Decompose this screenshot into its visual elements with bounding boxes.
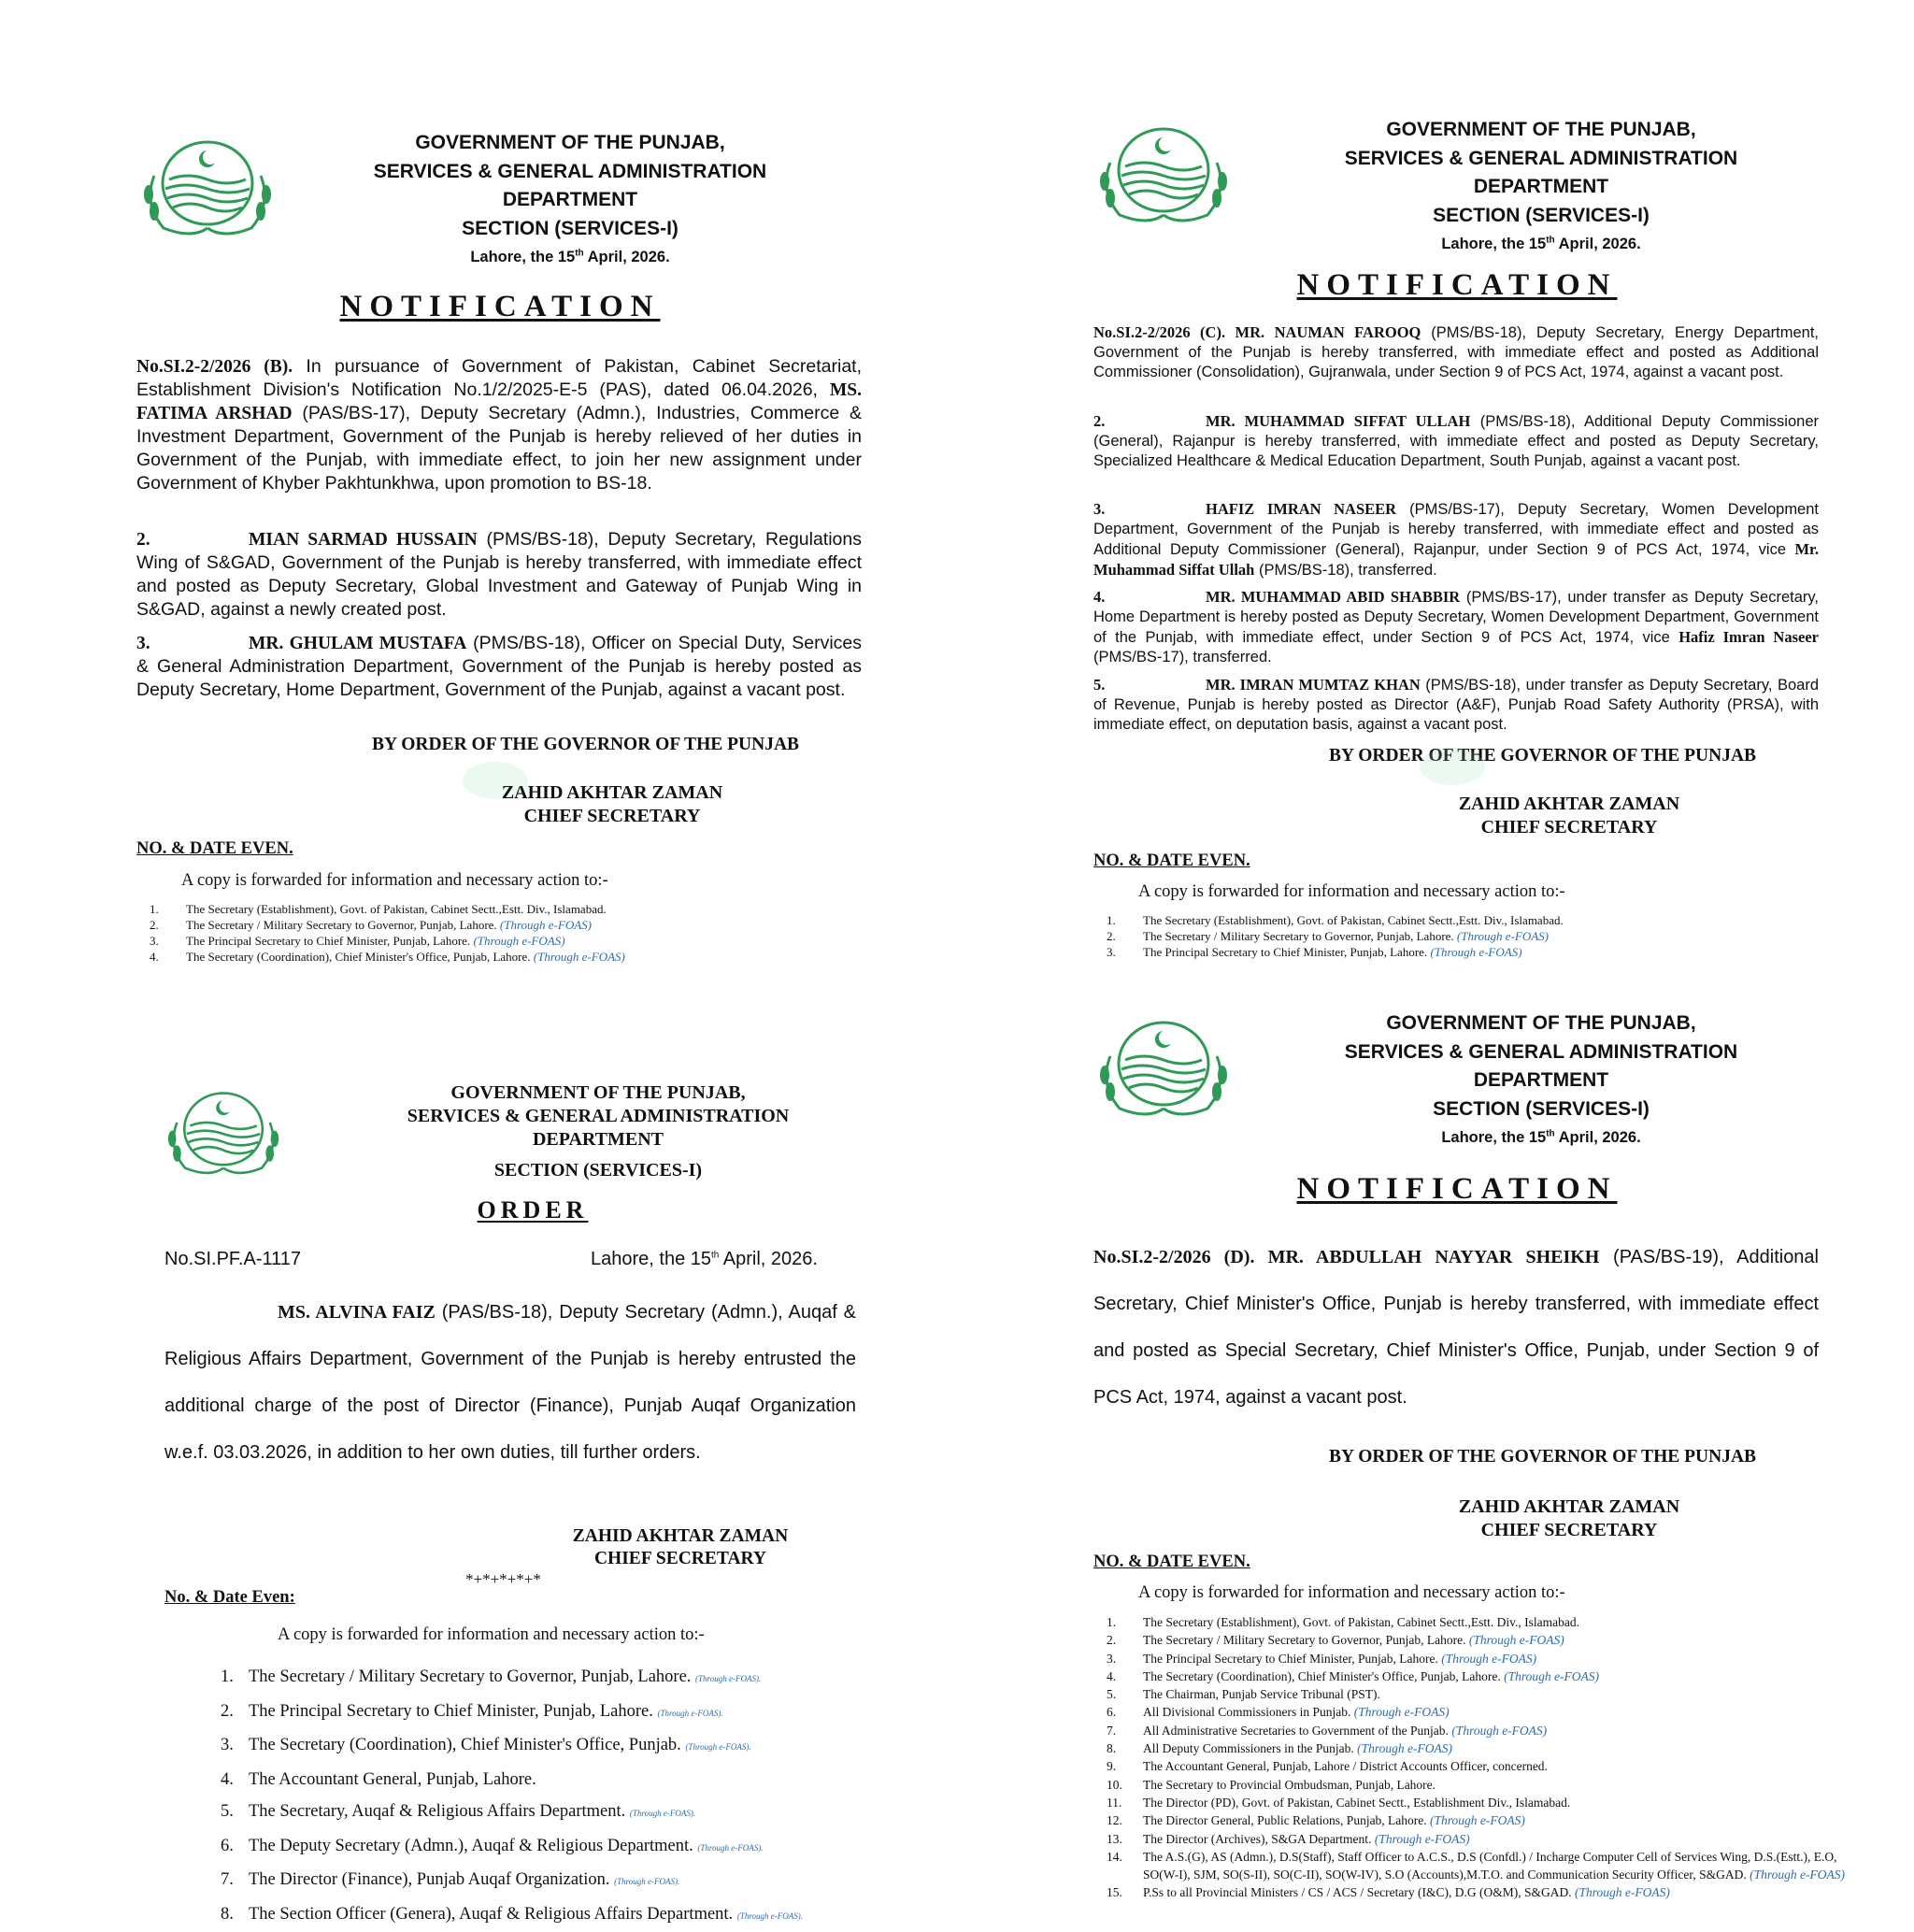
copy-recipient [164, 1696, 856, 1730]
header-line: DEPARTMENT [308, 186, 832, 215]
copy-recipient [1093, 1650, 1869, 1667]
recipient-text: The Secretary / Military Secretary to Governor, Punjab, Lahore. [1143, 1633, 1469, 1647]
order-ref: No.SI.PF.A-1117 [164, 1249, 301, 1270]
header-line: SERVICES & GENERAL ADMINISTRATION [1279, 145, 1803, 174]
issue-date: Lahore, the 15th April, 2026. [308, 249, 832, 266]
efoas-note: (Through e-FOAS) [1375, 1832, 1470, 1846]
item-number: 4. [1107, 1667, 1116, 1685]
copy-recipient [164, 1764, 856, 1796]
recipient-text: The Director General, Public Relations, Punjab, Lahore. [1143, 1813, 1430, 1827]
order-document [0, 957, 957, 1914]
efoas-note: (Through e-FOAS). [614, 1877, 679, 1886]
department-header [355, 1081, 841, 1182]
notification-c [957, 0, 1914, 957]
efoas-note: (Through e-FOAS). [630, 1809, 695, 1818]
item-number: 4. [221, 1764, 234, 1796]
efoas-note: (Through e-FOAS) [534, 950, 625, 964]
copy-list [136, 901, 862, 965]
item-number: 11. [1107, 1794, 1121, 1811]
recipient-text: The Director (Finance), Punjab Auqaf Organization. [249, 1870, 614, 1889]
copy-list [1093, 1613, 1869, 1902]
copy-recipient [1093, 1883, 1869, 1901]
recipient-text: The Accountant General, Punjab, Lahore / District Accounts Officer, concerned. [1143, 1759, 1548, 1773]
paragraph-3: 3. HAFIZ IMRAN NASEER (PMS/BS-17), Deputy Secretary, Women Development Department, Government of the Punjab is hereby transferred, with immediate effect and posted as Additional Deputy Commissioner (General), Rajanpur, under Section 9 of PCS Act, 1974, vice Mr. Muhammad Siffat Ullah (PMS/BS-18), transferred. [1093, 499, 1819, 580]
no-date-even: NO. & DATE EVEN. [1093, 1553, 1250, 1572]
copy-recipient [1093, 1794, 1869, 1811]
efoas-note: (Through e-FOAS) [1504, 1669, 1599, 1683]
item-number: 3. [1107, 1650, 1116, 1667]
item-number: 6. [1107, 1703, 1116, 1721]
header-line: SECTION (SERVICES-I) [1279, 1095, 1803, 1124]
efoas-note: (Through e-FOAS) [1354, 1705, 1450, 1719]
header-line: SECTION (SERVICES-I) [1279, 202, 1803, 231]
recipient-text: The Principal Secretary to Chief Minister, Punjab, Lahore. [1143, 1652, 1441, 1666]
notification-b [0, 0, 957, 957]
efoas-note: (Through e-FOAS) [1430, 1813, 1525, 1827]
forward-text: A copy is forwarded for information and necessary action to:- [181, 871, 608, 891]
item-number: 4. [150, 949, 159, 965]
recipient-text: The Secretary (Establishment), Govt. of Pakistan, Cabinet Sectt.,Estt. Div., Islamabad. [1143, 1615, 1579, 1629]
paragraph-1: No.SI.2-2/2026 (D). MR. ABDULLAH NAYYAR SHEIKH (PAS/BS-19), Additional Secretary, Chief Minister's Office, Punjab is hereby transferred, with immediate effect and posted as Special Secretary, Chief Minister's Office, Punjab, under Section 9 of PCS Act, 1974, against a vacant post. [1093, 1234, 1819, 1421]
header-line: SERVICES & GENERAL ADMINISTRATION [308, 158, 832, 187]
header-line: GOVERNMENT OF THE PUNJAB, [1279, 116, 1803, 145]
header-line: DEPARTMENT [355, 1128, 841, 1152]
efoas-note: (Through e-FOAS) [1469, 1633, 1564, 1647]
header-line: GOVERNMENT OF THE PUNJAB, [1279, 1009, 1803, 1038]
efoas-note: (Through e-FOAS) [1430, 945, 1521, 959]
header-line: SERVICES & GENERAL ADMINISTRATION [355, 1105, 841, 1128]
copy-recipient [1093, 1722, 1869, 1739]
item-number: 7. [221, 1864, 234, 1896]
signature-block: ZAHID AKHTAR ZAMAN CHIEF SECRETARY [540, 1525, 821, 1570]
recipient-text: The Director (PD), Govt. of Pakistan, Cabinet Sectt., Establishment Div., Islamabad. [1143, 1796, 1570, 1810]
recipient-text: The Principal Secretary to Chief Minister, Punjab, Lahore. [186, 934, 473, 948]
efoas-note: (Through e-FOAS) [1441, 1652, 1536, 1666]
notification-d [957, 957, 1914, 1914]
paragraph-4: 4. MR. MUHAMMAD ABID SHABBIR (PMS/BS-17), under transfer as Deputy Secretary, Home Department is hereby posted as Deputy Secretary, Women Development Department, Government of the Punjab, with immediate effect, under Section 9 of PCS Act, 1974, vice Hafiz Imran Naseer (PMS/BS-17), transferred. [1093, 587, 1819, 667]
copy-recipient [136, 901, 862, 917]
efoas-note: (Through e-FOAS). [737, 1911, 803, 1921]
forward-text: A copy is forwarded for information and necessary action to:- [278, 1625, 705, 1645]
item-number: 9. [1107, 1757, 1116, 1775]
copy-recipient [1093, 1776, 1869, 1794]
efoas-note: (Through e-FOAS). [695, 1674, 761, 1683]
copy-recipient [1093, 1811, 1869, 1829]
recipient-text: The Principal Secretary to Chief Minister, Punjab, Lahore. [249, 1702, 658, 1721]
item-number: 1. [221, 1661, 234, 1694]
efoas-note: (Through e-FOAS). [685, 1742, 750, 1752]
by-order-line: BY ORDER OF THE GOVERNOR OF THE PUNJAB [1329, 1447, 1756, 1467]
copy-recipient [164, 1830, 856, 1865]
recipient-text: The Chairman, Punjab Service Tribunal (PST). [1143, 1687, 1380, 1701]
efoas-note: (Through e-FOAS) [1357, 1741, 1452, 1755]
copy-list [164, 1661, 856, 1932]
issue-date: Lahore, the 15th April, 2026. [1279, 236, 1803, 253]
recipient-text: The Accountant General, Punjab, Lahore. [249, 1770, 536, 1789]
item-number: 3. [150, 933, 159, 949]
efoas-note: (Through e-FOAS) [473, 934, 564, 948]
no-date-even: NO. & DATE EVEN. [1093, 852, 1250, 871]
item-number: 1. [150, 901, 159, 917]
paragraph-1: No.SI.2-2/2026 (C). MR. NAUMAN FAROOQ (PMS/BS-18), Deputy Secretary, Energy Department, Government of the Punjab is hereby transferred, with immediate effect and posted as Additional Commissioner (Consolidation), Gujranwala, under Section 9 of PCS Act, 1974, against a vacant post. [1093, 322, 1819, 382]
recipient-text: The Secretary (Establishment), Govt. of Pakistan, Cabinet Sectt.,Estt. Div., Islamabad. [1143, 913, 1564, 927]
header-line: DEPARTMENT [1279, 173, 1803, 202]
efoas-note: (Through e-FOAS). [697, 1843, 763, 1853]
copy-recipient [1093, 1685, 1869, 1703]
paragraph-1: No.SI.2-2/2026 (B). In pursuance of Government of Pakistan, Cabinet Secretariat, Establishment Division's Notification No.1/2/2025-E-5 (PAS), dated 06.04.2026, MS. FATIMA ARSHAD (PAS/BS-17), Deputy Secretary (Admn.), Industries, Commerce & Investment Department, Government of the Punjab is hereby relieved of her duties in Government of the Punjab, with immediate effect, to join her new assignment under Government of Khyber Pakhtunkhwa, upon promotion to BS-18. [136, 355, 862, 495]
notification-title: NOTIFICATION [1237, 1172, 1677, 1207]
punjab-emblem-icon [136, 138, 280, 241]
header-line: GOVERNMENT OF THE PUNJAB, [355, 1081, 841, 1105]
order-title: ORDER [393, 1196, 673, 1224]
copy-list [1093, 912, 1819, 960]
punjab-emblem-icon [1092, 1019, 1236, 1122]
item-number: 10. [1107, 1776, 1122, 1794]
item-number: 1. [1107, 1613, 1116, 1631]
item-number: 8. [1107, 1739, 1116, 1757]
copy-recipient [1093, 1848, 1869, 1884]
recipient-text: All Deputy Commissioners in the Punjab. [1143, 1741, 1357, 1755]
item-number: 5. [1107, 1685, 1116, 1703]
recipient-text: The Secretary, Auqaf & Religious Affairs Department. [249, 1802, 630, 1821]
by-order-line: BY ORDER OF THE GOVERNOR OF THE PUNJAB [372, 735, 799, 755]
forward-text: A copy is forwarded for information and necessary action to:- [1138, 1583, 1565, 1603]
item-number: 14. [1107, 1848, 1122, 1866]
copy-recipient [1093, 928, 1819, 944]
recipient-text: The A.S.(G), AS (Admn.), D.S(Staff), Staff Officer to A.C.S., D.S (Confdl.) / Incharge Computer Cell of Services Wing, D.S.(Estt.), E.O, SO(W-I), SJM, SO(S-II), SO(C-II), SO(W-IV), S.O (Accounts),M.T.O. and Communication Security Officer, S&GAD. [1143, 1850, 1837, 1882]
copy-recipient [1093, 1830, 1869, 1848]
item-number: 6. [221, 1830, 234, 1863]
copy-recipient [1093, 1739, 1869, 1757]
recipient-text: The Deputy Secretary (Admn.), Auqaf & Religious Department. [249, 1837, 697, 1855]
copy-recipient [1093, 1703, 1869, 1721]
item-number: 2. [1107, 1631, 1116, 1649]
order-paragraph: MS. ALVINA FAIZ (PAS/BS-18), Deputy Secretary (Admn.), Auqaf & Religious Affairs Department, Government of the Punjab is hereby entrusted the additional charge of the post of Director (Finance), Punjab Auqaf Organization w.e.f. 03.03.2026, in addition to her own duties, till further orders. [164, 1289, 856, 1476]
efoas-note: (Through e-FOAS) [1457, 929, 1549, 943]
recipient-text: The Director (Archives), S&GA Department. [1143, 1832, 1375, 1846]
item-number: 8. [221, 1898, 234, 1931]
header-line: SECTION (SERVICES-I) [355, 1159, 841, 1182]
copy-recipient [1093, 1631, 1869, 1649]
notification-title: NOTIFICATION [280, 290, 720, 324]
recipient-text: The Secretary (Coordination), Chief Minister's Office, Punjab, Lahore. [186, 950, 534, 964]
department-header [1279, 116, 1803, 253]
item-number: 3. [221, 1729, 234, 1762]
by-order-line: BY ORDER OF THE GOVERNOR OF THE PUNJAB [1329, 746, 1756, 766]
item-number: 3. [1107, 944, 1116, 960]
signature-block: ZAHID AKHTAR ZAMAN CHIEF SECRETARY [1429, 1496, 1709, 1542]
copy-recipient [1093, 1613, 1869, 1631]
recipient-text: P.Ss to all Provincial Ministers / CS / ACS / Secretary (I&C), D.G (O&M), S&GAD. [1143, 1885, 1575, 1899]
item-number: 5. [221, 1796, 234, 1828]
copy-recipient [136, 917, 862, 933]
recipient-text: The Secretary (Coordination), Chief Minister's Office, Punjab, Lahore. [1143, 1669, 1504, 1683]
recipient-text: The Secretary (Establishment), Govt. of Pakistan, Cabinet Sectt.,Estt. Div., Islamabad. [186, 902, 607, 916]
signature-block: ZAHID AKHTAR ZAMAN CHIEF SECRETARY [472, 781, 752, 828]
header-line: SERVICES & GENERAL ADMINISTRATION [1279, 1038, 1803, 1067]
recipient-text: All Administrative Secretaries to Government of the Punjab. [1143, 1724, 1451, 1738]
copy-recipient [1093, 1667, 1869, 1685]
efoas-note: (Through e-FOAS) [1451, 1724, 1547, 1738]
signature-block: ZAHID AKHTAR ZAMAN CHIEF SECRETARY [1429, 793, 1709, 839]
stamp-watermark [1420, 748, 1485, 785]
recipient-text: The Secretary (Coordination), Chief Minister's Office, Punjab. [249, 1736, 685, 1754]
separator-stars: *+*+*+*+* [465, 1570, 541, 1589]
header-line: GOVERNMENT OF THE PUNJAB, [308, 129, 832, 158]
paragraph-5: 5. MR. IMRAN MUMTAZ KHAN (PMS/BS-18), under transfer as Deputy Secretary, Board of Revenue, Punjab is hereby posted as Director (A&F), Punjab Road Safety Authority (PRSA), with immediate effect, on deputation basis, against a vacant post. [1093, 675, 1819, 735]
item-number: 2. [221, 1696, 234, 1728]
recipient-text: The Secretary / Military Secretary to Governor, Punjab, Lahore. [186, 918, 500, 932]
item-number: 15. [1107, 1883, 1122, 1901]
copy-recipient [164, 1796, 856, 1830]
header-line: SECTION (SERVICES-I) [308, 215, 832, 244]
efoas-note: (Through e-FOAS). [658, 1709, 723, 1718]
department-header [1279, 1009, 1803, 1147]
recipient-text: The Secretary / Military Secretary to Governor, Punjab, Lahore. [1143, 929, 1457, 943]
punjab-emblem-icon [1092, 125, 1236, 228]
item-number: 1. [1107, 912, 1116, 928]
item-number: 2. [1107, 928, 1116, 944]
copy-recipient [164, 1729, 856, 1764]
item-number: 13. [1107, 1830, 1122, 1848]
copy-recipient [1093, 1757, 1869, 1775]
copy-recipient [164, 1864, 856, 1898]
paragraph-2: 2. MR. MUHAMMAD SIFFAT ULLAH (PMS/BS-18), Additional Deputy Commissioner (General), Rajanpur is hereby transferred, with immediate effect and posted as Deputy Secretary, Specialized Healthcare & Medical Education Department, South Punjab, against a vacant post. [1093, 411, 1819, 471]
recipient-text: All Divisional Commissioners in Punjab. [1143, 1705, 1354, 1719]
paragraph-3: 3. MR. GHULAM MUSTAFA (PMS/BS-18), Officer on Special Duty, Services & General Administration Department, Government of the Punjab is hereby posted as Deputy Secretary, Home Department, Government of the Punjab, against a vacant post. [136, 632, 862, 702]
recipient-text: The Section Officer (Genera), Auqaf & Religious Affairs Department. [249, 1905, 737, 1924]
no-date-even: NO. & DATE EVEN. [136, 839, 293, 859]
item-number: 7. [1107, 1722, 1116, 1739]
copy-recipient [1093, 912, 1819, 928]
copy-recipient [164, 1661, 856, 1696]
item-number: 12. [1107, 1811, 1122, 1829]
efoas-note: (Through e-FOAS) [1575, 1885, 1670, 1899]
header-line: DEPARTMENT [1279, 1066, 1803, 1095]
paragraph-2: 2. MIAN SARMAD HUSSAIN (PMS/BS-18), Deputy Secretary, Regulations Wing of S&GAD, Government of the Punjab is hereby transferred, with immediate effect and posted as Deputy Secretary, Global Investment and Gateway of Punjab Wing in S&GAD, against a newly created post. [136, 528, 862, 622]
copy-recipient [136, 933, 862, 949]
recipient-text: The Principal Secretary to Chief Minister, Punjab, Lahore. [1143, 945, 1430, 959]
recipient-text: The Secretary / Military Secretary to Governor, Punjab, Lahore. [249, 1667, 695, 1686]
no-date-even: No. & Date Even: [164, 1588, 295, 1608]
notification-title: NOTIFICATION [1237, 268, 1677, 303]
efoas-note: (Through e-FOAS) [500, 918, 592, 932]
copy-recipient [164, 1898, 856, 1932]
issue-date: Lahore, the 15th April, 2026. [1279, 1129, 1803, 1147]
item-number: 2. [150, 917, 159, 933]
order-date: Lahore, the 15th April, 2026. [591, 1249, 818, 1270]
department-header [308, 129, 832, 266]
punjab-emblem-icon [161, 1088, 287, 1181]
recipient-text: The Secretary to Provincial Ombudsman, Punjab, Lahore. [1143, 1778, 1436, 1792]
efoas-note: (Through e-FOAS) [1750, 1868, 1845, 1882]
forward-text: A copy is forwarded for information and necessary action to:- [1138, 882, 1565, 902]
